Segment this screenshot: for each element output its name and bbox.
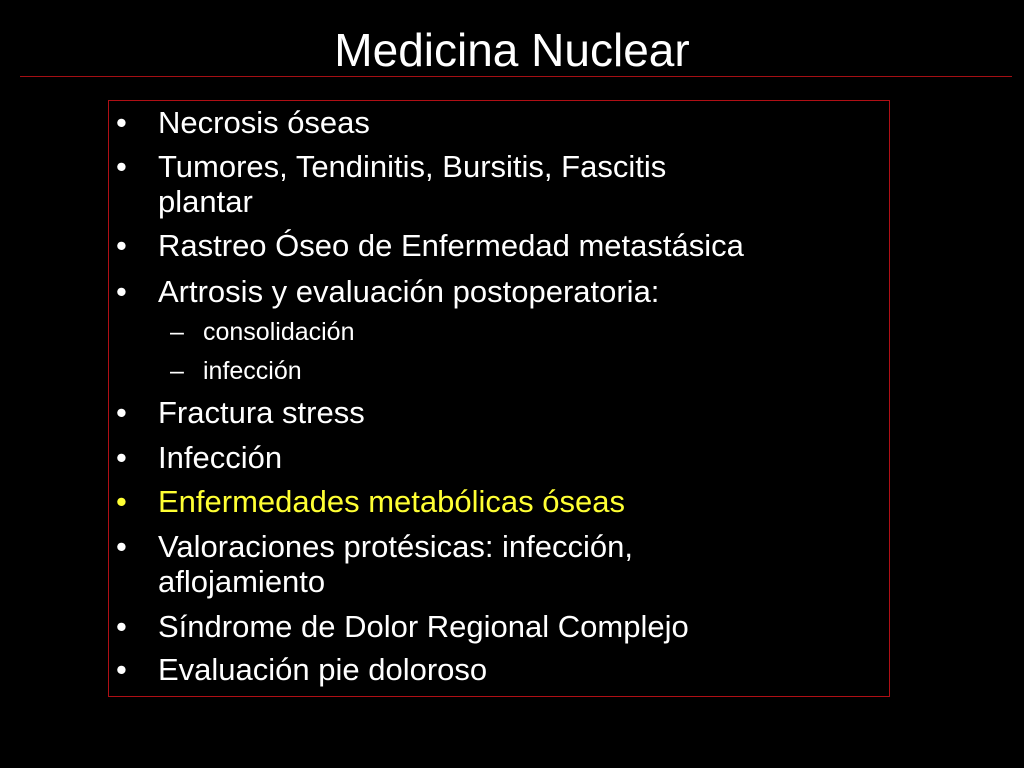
dash-icon: –	[170, 318, 184, 346]
list-item-text: Rastreo Óseo de Enfermedad metastásica	[158, 228, 744, 263]
list-item	[116, 609, 689, 644]
list-item-continuation: aflojamiento	[158, 564, 326, 599]
dash-icon: –	[170, 357, 184, 385]
title-divider	[20, 76, 1012, 77]
list-item	[116, 105, 370, 140]
list-item	[116, 395, 365, 430]
list-item	[116, 529, 634, 564]
bullet-icon: •	[116, 609, 127, 644]
list-item-text: Artrosis y evaluación postoperatoria:	[158, 274, 660, 309]
bullet-icon: •	[116, 652, 127, 687]
list-item-text: Necrosis óseas	[158, 105, 370, 140]
list-item-text: Síndrome de Dolor Regional Complejo	[158, 609, 689, 644]
list-item-highlighted	[116, 484, 625, 519]
list-item-continuation: plantar	[158, 184, 253, 219]
bullet-icon: •	[116, 529, 127, 564]
list-item-text: Tumores, Tendinitis, Bursitis, Fascitis	[158, 149, 667, 184]
list-item-text: Infección	[158, 440, 283, 475]
list-item	[116, 652, 488, 687]
list-item	[116, 149, 667, 184]
list-item-text: Valoraciones protésicas: infección,	[158, 529, 634, 564]
list-item-text: Enfermedades metabólicas óseas	[158, 484, 625, 519]
bullet-icon: •	[116, 484, 127, 519]
bullet-icon: •	[116, 395, 127, 430]
bullet-icon: •	[116, 228, 127, 263]
list-item	[116, 274, 660, 309]
list-item	[116, 228, 744, 263]
list-item-text: Evaluación pie doloroso	[158, 652, 488, 687]
sub-item-text: infección	[203, 357, 302, 385]
bullet-icon: •	[116, 274, 127, 309]
bullet-icon: •	[116, 440, 127, 475]
sub-item	[170, 357, 302, 385]
list-item-text: Fractura stress	[158, 395, 365, 430]
bullet-icon: •	[116, 105, 127, 140]
list-item	[116, 440, 283, 475]
sub-item-text: consolidación	[203, 318, 355, 346]
slide-title: Medicina Nuclear	[334, 24, 690, 76]
bullet-icon: •	[116, 149, 127, 184]
sub-item	[170, 318, 355, 346]
